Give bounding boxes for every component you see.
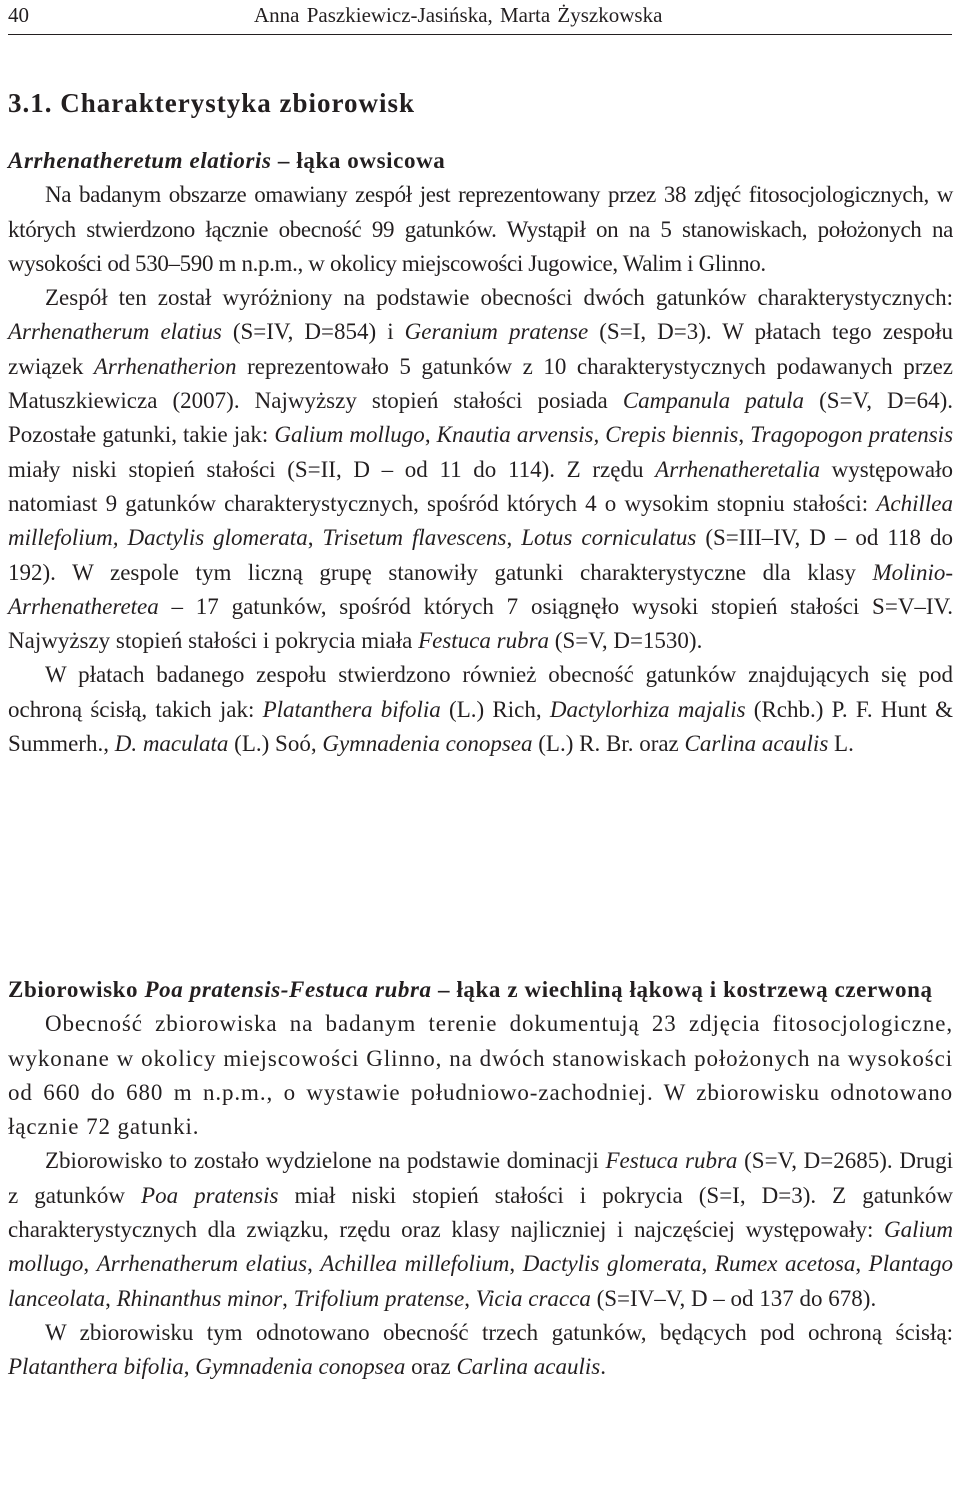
association-2	[8, 973, 953, 1385]
text-run: .	[600, 1354, 606, 1380]
association-1-paragraph-1: Na badanym obszarze omawiany zespół jest reprezentowany przez 38 zdjęć fitosocjologicznych, w których stwierdzono łącznie obecność 99 gatunków. Wystąpił on na 5 stanowiskach, położonych na wysokości od 530–590 m n.p.m., w okolicy miejscowości Jugowice, Walim i Glinno.	[8, 182, 953, 276]
text-run: ,	[855, 1251, 869, 1277]
text-run: W płatach badanego zespołu stwierdzono również obecność gatunków znajdujących się pod ochroną ścisłą, takich jak:	[8, 662, 953, 722]
text-run: – 17 gatunków, spośród których 7 osiągnęło wysoki stopień stałości S=V–IV. Najwyższy stopień stałości i pokrycia miała	[8, 593, 953, 654]
text-run: (L.) R. Br. oraz	[532, 731, 685, 757]
text-run: Zbiorowisko to zostało wydzielone na podstawie dominacji	[45, 1148, 606, 1174]
association-2-paragraph-1: Obecność zbiorowiska na badanym terenie dokumentują 23 zdjęcia fitosocjologiczne, wykonane w okolicy miejscowości Glinno, na dwóch stanowiskach położonych na wysokości od 660 do 680 m n.p.m., o wystawie południowo-zachodniej. W zbiorowisku odnotowano łącznie 72 gatunki.	[8, 1011, 953, 1140]
text-run: ,	[307, 525, 323, 551]
association-1-heading	[8, 144, 953, 178]
association-1-name: Arrhenatheretum elatioris	[8, 148, 272, 173]
text-run: (S=V, D=2685). Drugi z gatunków	[8, 1148, 954, 1208]
page-number: 40	[8, 3, 29, 27]
species-name: Festuca rubra	[605, 1148, 738, 1174]
species-name: Rumex acetosa	[714, 1251, 856, 1277]
text-run: oraz	[405, 1354, 457, 1380]
species-name: Lotus corniculatus	[521, 525, 697, 551]
species-name: Achillea millefolium, Dactylis glomerata	[8, 490, 953, 551]
text-run: (S=V, D=1530).	[549, 628, 703, 654]
text-run: miały niski stopień stałości (S=II, D – od 11 do 114). Z rzędu	[8, 456, 656, 482]
text-run: ,	[105, 1285, 117, 1311]
species-name: Arrhenatherion	[93, 353, 237, 379]
text-run: (L.) Rich,	[440, 696, 550, 722]
association-2-paragraph-2	[8, 1144, 953, 1315]
species-name: Knautia arvensis, Crepis biennis	[436, 422, 739, 448]
species-name: Galium mollugo	[8, 1217, 953, 1277]
species-name: Dactylorhiza majalis	[549, 696, 746, 722]
species-name: Gymnadenia conopsea	[195, 1354, 406, 1380]
species-name: Poa pratensis	[141, 1182, 279, 1208]
species-name: Carlina acaulis	[684, 731, 829, 757]
species-name: Achillea millefolium	[320, 1251, 510, 1277]
text-run: miał niski stopień stałości i pokrycia (S=I, D=3). Z gatunków charakterystycznych dla związku, rzędu oraz klasy najliczniej i najczęściej występowały:	[8, 1182, 953, 1243]
species-name: Plantago lanceolata	[8, 1251, 954, 1311]
text-run: Zespół ten został wyróżniony na podstawie obecności dwóch gatunków charakterystycznych:	[45, 285, 953, 311]
text-run: – łąka z wiechliną łąkową i kostrzewą czerwoną	[431, 977, 933, 1002]
species-name: Poa pratensis-Festuca rubra	[144, 977, 432, 1002]
species-name: Trifolium pratense	[293, 1285, 465, 1311]
species-name: Trisetum flavescens	[322, 525, 507, 551]
text-run: ,	[506, 525, 522, 551]
text-run: Zbiorowisko	[8, 977, 145, 1002]
text-run: (S=I, D=3). W płatach tego zespołu związek	[8, 319, 953, 379]
species-name: Arrhenatheretalia	[655, 456, 820, 482]
text-run: (Rchb.) P. F. Hunt & Summerh.,	[8, 696, 953, 757]
text-run: ,	[701, 1251, 715, 1277]
text-run: reprezentowało 5 gatunków z 10 charakterystycznych podawanych przez Matuszkiewicza (2007). Najwyższy stopień stałości posiada	[8, 353, 953, 414]
text-run: L.	[828, 731, 854, 757]
text-run: ,	[509, 1251, 523, 1277]
text-run: ,	[464, 1285, 476, 1311]
text-run: ,	[307, 1251, 321, 1277]
species-name: Rhinanthus minor	[116, 1285, 283, 1311]
species-name: Dactylis glomerata	[522, 1251, 702, 1277]
text-run: ,	[738, 422, 751, 448]
species-name: Campanula patula	[622, 388, 805, 414]
text-run: ,	[282, 1285, 294, 1311]
species-name: Molinio-Arrhenatheretea	[8, 559, 953, 619]
association-1-paragraph-3	[8, 658, 953, 761]
text-run: ,	[83, 1251, 97, 1277]
association-2-paragraph-3	[8, 1316, 953, 1385]
species-name: Gymnadenia conopsea	[322, 731, 533, 757]
association-1-paragraph-2	[8, 281, 953, 658]
text-run: ,	[183, 1354, 196, 1380]
text-run: (S=IV–V, D – od 137 do 678).	[590, 1285, 877, 1311]
running-head-authors: Anna Paszkiewicz-Jasińska, Marta Żyszkowska	[254, 3, 663, 27]
text-run: ,	[424, 422, 437, 448]
text-run: (S=III–IV, D – od 118 do 192). W zespole tym liczną grupę stanowiły gatunki charakterystyczne dla klasy	[8, 525, 954, 585]
text-run: (S=V, D=64). Pozostałe gatunki, takie jak:	[8, 388, 954, 448]
species-name: Platanthera bifolia	[8, 1354, 184, 1380]
species-name: Platanthera bifolia	[262, 696, 441, 722]
species-name: Arrhenatherum elatius	[96, 1251, 308, 1277]
species-name: D. maculata	[114, 731, 229, 757]
species-name: Tragopogon pratensis	[750, 422, 954, 448]
species-name: Geranium pratense	[404, 319, 589, 345]
running-header	[8, 0, 952, 35]
species-name: Arrhenatherum elatius	[8, 319, 222, 345]
species-name: Festuca rubra	[418, 628, 550, 654]
species-name: Carlina acaulis	[456, 1354, 601, 1380]
association-1-common-name: – łąka owsicowa	[271, 148, 446, 173]
association-1	[8, 144, 953, 761]
species-name: Vicia cracca	[475, 1285, 591, 1311]
text-run: występowało natomiast 9 gatunków charakterystycznych, spośród których 4 o wysokim stopniu stałości:	[8, 456, 954, 516]
text-run: (L.) Soó,	[228, 731, 323, 757]
species-name: Galium mollugo	[274, 422, 425, 448]
text-run: W zbiorowisku tym odnotowano obecność trzech gatunków, będących pod ochroną ścisłą:	[45, 1319, 953, 1345]
section-title: 3.1. Charakterystyka zbiorowisk	[8, 88, 416, 118]
text-run: (S=IV, D=854) i	[221, 319, 405, 345]
association-2-heading	[8, 973, 953, 1007]
